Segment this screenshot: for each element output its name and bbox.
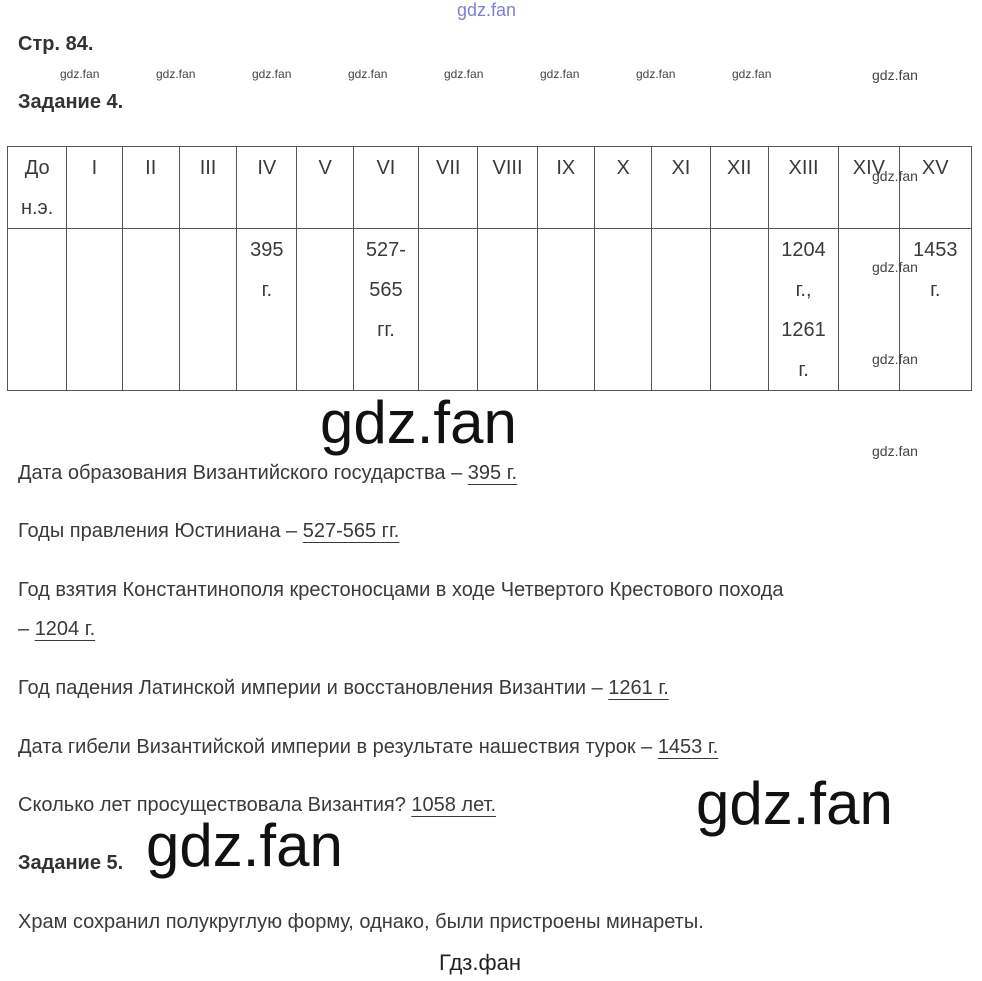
answer-value: 1204 г.	[34, 618, 96, 640]
timeline-header-cell: XIV	[839, 147, 899, 229]
timeline-value-cell	[122, 229, 179, 391]
timeline-header-cell: VIII	[478, 147, 537, 229]
timeline-header-cell: VII	[419, 147, 478, 229]
task5-text: Храм сохранил полукруглую форму, однако, были пристроены минареты.	[18, 911, 704, 933]
answer-value: 1453 г.	[657, 736, 719, 758]
timeline-header-cell: XI	[652, 147, 710, 229]
watermark-small: gdz.fan	[540, 67, 580, 81]
answer-line-constantinople: Год взятия Константинополя крестоносцами в ходе Четвертого Крестового похода	[18, 579, 784, 601]
timeline-value-cell: 1204 г., 1261 г.	[768, 229, 838, 391]
timeline-header-cell: IV	[237, 147, 297, 229]
watermark-small: gdz.fan	[252, 67, 292, 81]
timeline-header-cell: I	[67, 147, 122, 229]
timeline-value-cell: 395 г.	[237, 229, 297, 391]
watermark-small: gdz.fan	[348, 67, 388, 81]
watermark-right: gdz.fan	[872, 443, 918, 459]
answer-value: 1058 лет.	[411, 794, 497, 816]
watermark-small: gdz.fan	[636, 67, 676, 81]
footer-caption: Гдз.фан	[439, 950, 521, 975]
task5-heading: Задание 5.	[18, 852, 124, 874]
watermark-small: gdz.fan	[156, 67, 196, 81]
timeline-value-cell	[297, 229, 353, 391]
answer-line-formation: Дата образования Византийского государства – 395 г.	[18, 462, 518, 484]
watermark-small: gdz.fan	[444, 67, 484, 81]
watermark-top: gdz.fan	[457, 0, 517, 20]
timeline-header-cell: II	[122, 147, 179, 229]
watermark-right: gdz.fan	[872, 259, 918, 275]
task4-heading: Задание 4.	[18, 91, 124, 113]
watermark-big-right: gdz.fan	[696, 770, 893, 837]
answer-line-latin-empire: Год падения Латинской империи и восстановления Византии – 1261 г.	[18, 677, 669, 699]
timeline-header-cell: XV	[899, 147, 971, 229]
timeline-value-cell	[67, 229, 122, 391]
answer-line-duration: Сколько лет просуществовала Византия? 1058 лет.	[18, 794, 497, 816]
answer-line-fall: Дата гибели Византийской империи в результате нашествия турок – 1453 г.	[18, 736, 719, 758]
timeline-value-cell	[594, 229, 651, 391]
answer-value: 1261 г.	[608, 677, 669, 699]
answer-value: 395 г.	[467, 462, 518, 484]
timeline-value-cell	[419, 229, 478, 391]
watermark-big-center: gdz.fan	[320, 389, 517, 456]
timeline-value-cell	[537, 229, 594, 391]
timeline-value-cell: 1453 г.	[899, 229, 971, 391]
watermark-big-left: gdz.fan	[146, 812, 343, 879]
timeline-value-cell: 527- 565 гг.	[353, 229, 418, 391]
timeline-header-cell: IX	[537, 147, 594, 229]
timeline-header-cell: VI	[353, 147, 418, 229]
timeline-header-cell: V	[297, 147, 353, 229]
timeline-header-cell: До н.э.	[8, 147, 67, 229]
timeline-header-cell: XIII	[768, 147, 838, 229]
timeline-value-cell	[478, 229, 537, 391]
watermark-small: gdz.fan	[60, 67, 100, 81]
answer-line-justinian: Годы правления Юстиниана – 527-565 гг.	[18, 520, 400, 542]
timeline-value-cell	[8, 229, 67, 391]
page-heading: Стр. 84.	[18, 33, 94, 55]
timeline-table	[7, 146, 972, 391]
watermark-right: gdz.fan	[872, 168, 918, 184]
timeline-value-cell	[710, 229, 768, 391]
watermark-small: gdz.fan	[732, 67, 772, 81]
watermark-right: gdz.fan	[872, 67, 918, 83]
watermark-right: gdz.fan	[872, 351, 918, 367]
timeline-header-cell: X	[594, 147, 651, 229]
timeline-header-cell: XII	[710, 147, 768, 229]
timeline-value-row	[8, 229, 972, 391]
timeline-value-cell	[179, 229, 236, 391]
timeline-header-cell: III	[179, 147, 236, 229]
answer-line-constantinople-cont: – 1204 г.	[18, 618, 96, 640]
answer-value: 527-565 гг.	[302, 520, 400, 542]
timeline-header-row	[8, 147, 972, 229]
timeline-value-cell	[652, 229, 710, 391]
